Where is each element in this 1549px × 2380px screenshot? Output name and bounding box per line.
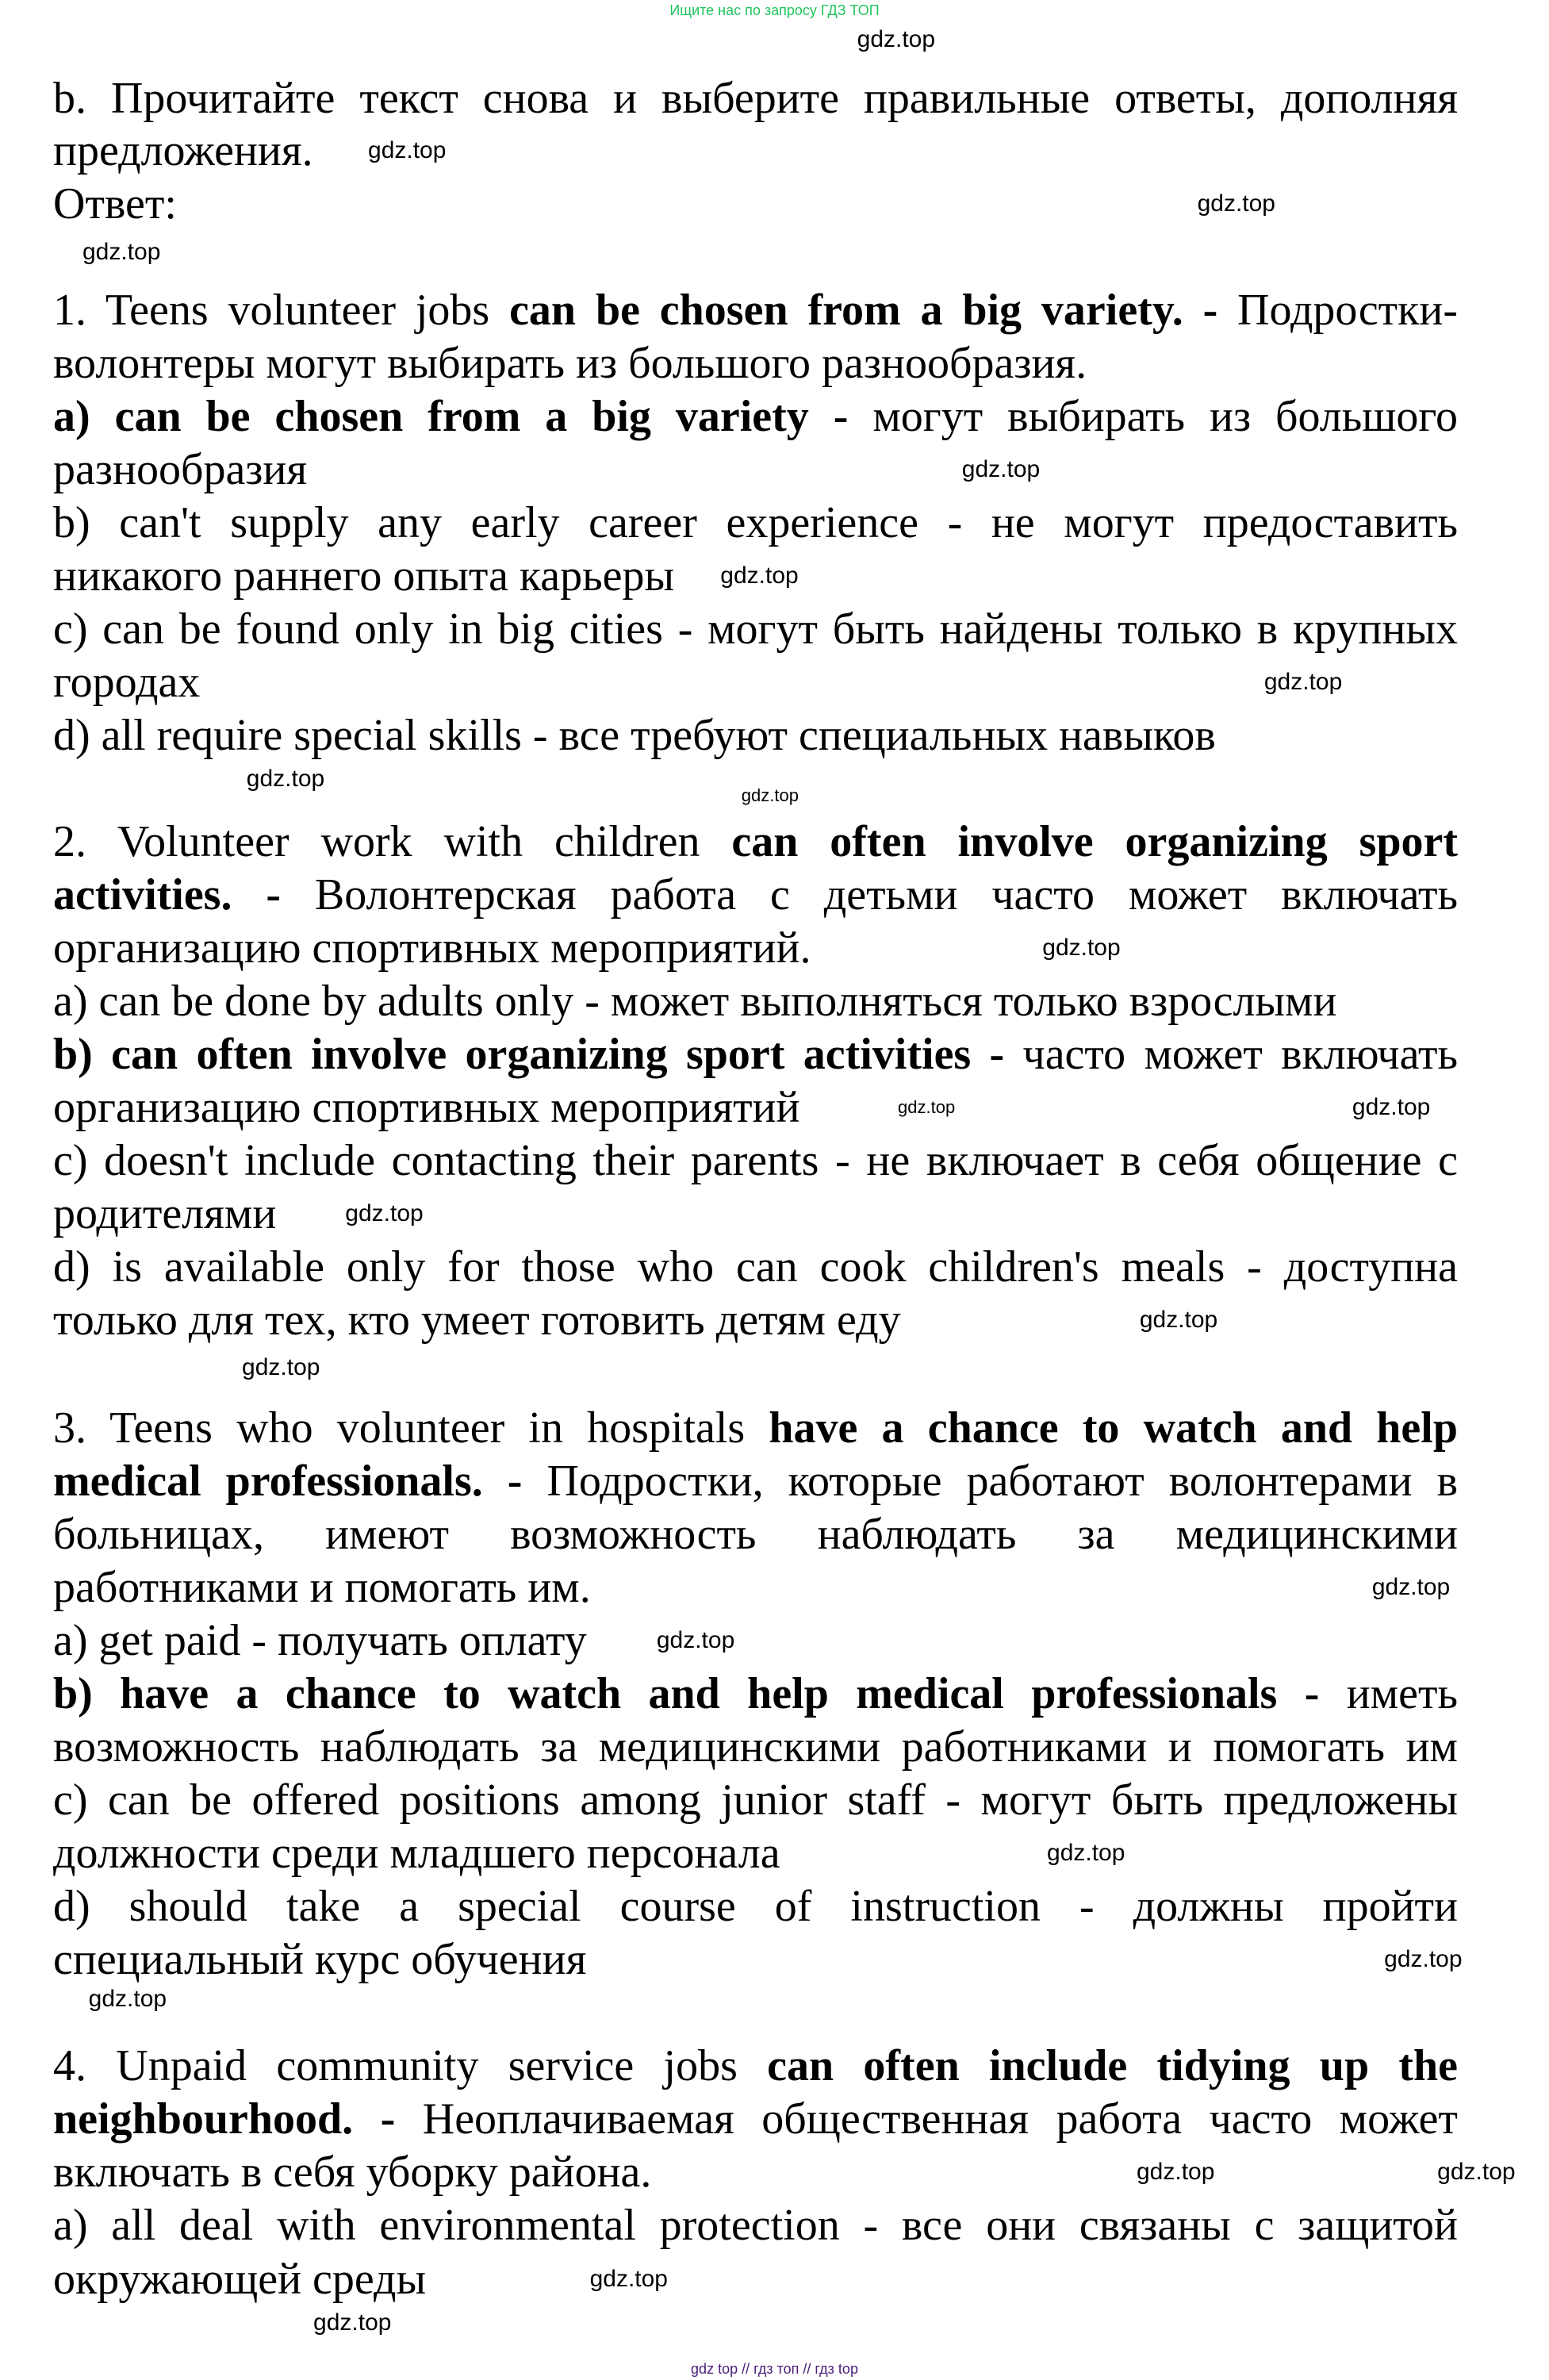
text-segment: включать в себя уборку района. [53,2148,652,2198]
text-segment: d) all require special skills - все требуют специальных навыков [53,710,1216,760]
text-segment: a) can be done by adults only - может выполняться только взрослыми [53,976,1337,1026]
watermark: gdz.top [345,1200,424,1227]
answer-bold-text: neighbourhood. - [53,2094,396,2144]
text-line [53,1190,276,1238]
watermark: gdz.top [741,785,799,806]
text-segment: b. Прочитайте текст снова и выберите правильные ответы, дополняя [53,74,1458,124]
watermark: gdz.top [1197,190,1276,217]
text-segment: работниками и помогать им. [53,1563,591,1613]
text-line [53,2255,426,2303]
watermark: gdz.top [88,1986,167,2013]
text-line [53,2202,1458,2249]
footer-text: gdz top // гдз топ // гдз top [691,2361,858,2377]
watermark: gdz.top [1047,1840,1125,1867]
watermark: gdz.top [1263,668,1343,695]
text-segment: возможность наблюдать за медицинскими работниками и помогать им [53,1722,1458,1772]
text-line [53,1084,799,1131]
text-segment: предложения. [53,125,313,175]
text-line [53,1936,586,1983]
text-segment: Ответ: [53,178,177,228]
text-segment: должности среди младшего персонала [53,1829,780,1879]
answer-bold-text: can often include tidying up the [767,2041,1458,2091]
text-segment: городах [53,657,201,707]
text-line [53,1137,1458,1184]
answer-bold-text: a) can be chosen from a big variety - [53,391,849,441]
watermark: gdz.top [313,2309,392,2336]
watermark: gdz.top [589,2265,669,2292]
text-line [53,1617,587,1664]
text-line [53,499,1458,547]
answer-bold-text: can be chosen from a big variety. - [509,285,1218,335]
text-line [53,2095,1458,2143]
text-line [53,712,1216,759]
text-line [53,1776,1458,1824]
watermark: gdz.top [1352,1094,1431,1121]
text-line [53,393,1458,440]
text-segment: окружающей среды [53,2254,427,2304]
watermark: gdz.top [1136,2159,1215,2186]
watermark: gdz.top [1042,934,1121,961]
watermark: gdz.top [720,562,799,589]
text-segment: часто может включать [1004,1030,1459,1079]
answer-bold-text: medical professionals. - [53,1457,523,1507]
text-line [53,1829,780,1877]
watermark: gdz.top [1371,1574,1451,1601]
text-line [53,2042,1458,2090]
text-line [53,446,307,493]
text-line [53,1296,901,1344]
text-line [53,286,1458,334]
watermark: gdz.top [898,1097,956,1118]
watermark: gdz.top [961,455,1041,482]
answer-bold-text: activities. - [53,869,282,919]
text-segment: только для тех, кто умеет готовить детям еду [53,1296,901,1345]
watermark: gdz.top [1437,2159,1516,2186]
text-segment: родителями [53,1189,277,1239]
text-line [53,2148,651,2196]
text-segment: разнообразия [53,444,308,494]
text-line [53,127,313,175]
text-segment: Подростки, которые работают волонтерами в [522,1457,1459,1507]
text-segment: иметь [1319,1669,1459,1719]
text-line [53,1670,1458,1718]
text-line [53,871,1458,919]
text-segment: Волонтерская работа с детьми часто может включать [281,869,1458,919]
text-segment: Неоплачиваемая общественная работа часто может [395,2094,1458,2144]
text-segment: a) get paid - получать оплату [53,1616,587,1666]
text-segment: c) can be found only in big cities - могут быть найдены только в крупных [53,604,1458,654]
watermark: gdz.top [1384,1946,1463,1973]
answer-bold-text: b) can often involve organizing sport activities - [53,1030,1005,1079]
text-line [53,1243,1458,1291]
text-segment: 2. Volunteer work with children [53,816,732,866]
text-segment: 4. Unpaid community service jobs [53,2041,768,2091]
text-line [53,1031,1458,1078]
top-banner: Ищите нас по запросу ГДЗ ТОП [669,2,880,18]
watermark: gdz.top [857,25,936,52]
text-segment: c) can be offered positions among junior staff - могут быть предложены [53,1775,1458,1825]
text-line [53,552,674,600]
answer-bold-text: b) have a chance to watch and help medical professionals - [53,1669,1320,1719]
text-segment: a) all deal with environmental protection - все они связаны с защитой [53,2201,1458,2251]
text-line [53,658,200,706]
text-segment: Подростки- [1217,285,1458,335]
watermark: gdz.top [242,1353,320,1380]
text-line [53,180,177,228]
text-line [53,1457,1458,1505]
watermark: gdz.top [246,766,325,793]
text-segment: специальный курс обучения [53,1935,587,1985]
watermark: gdz.top [368,136,447,163]
text-line [53,818,1458,866]
text-line [53,924,811,972]
text-segment: никакого раннего опыта карьеры [53,551,675,601]
text-line [53,340,1087,387]
text-segment: d) is available only for those who can cook children's meals - доступна [53,1242,1458,1292]
text-line [53,1511,1458,1558]
watermark: gdz.top [1139,1307,1218,1334]
text-line [53,1404,1458,1452]
answer-bold-text: can often involve organizing sport [731,816,1458,866]
watermark: gdz.top [82,238,161,265]
text-line [53,977,1336,1025]
answer-bold-text: have a chance to watch and help [769,1403,1458,1453]
text-segment: организацию спортивных мероприятий. [53,923,811,973]
text-segment: 3. Teens who volunteer in hospitals [53,1403,769,1453]
watermark: gdz.top [656,1627,735,1654]
text-line [53,1723,1458,1771]
text-segment: волонтеры могут выбирать из большого разнообразия. [53,338,1087,388]
text-segment: больницах, имеют возможность наблюдать за медицинскими [53,1510,1458,1560]
text-segment: могут выбирать из большого [848,391,1458,441]
text-line [53,75,1458,122]
text-segment: организацию спортивных мероприятий [53,1083,800,1133]
text-segment: c) doesn't include contacting their parents - не включает в себя общение с [53,1136,1458,1186]
text-line [53,1883,1458,1930]
text-segment: b) can't supply any early career experience - не могут предоставить [53,497,1458,547]
text-segment: d) should take a special course of instruction - должны пройти [53,1882,1458,1932]
text-segment: 1. Teens volunteer jobs [53,285,510,335]
text-line [53,1564,591,1611]
text-line [53,605,1458,653]
